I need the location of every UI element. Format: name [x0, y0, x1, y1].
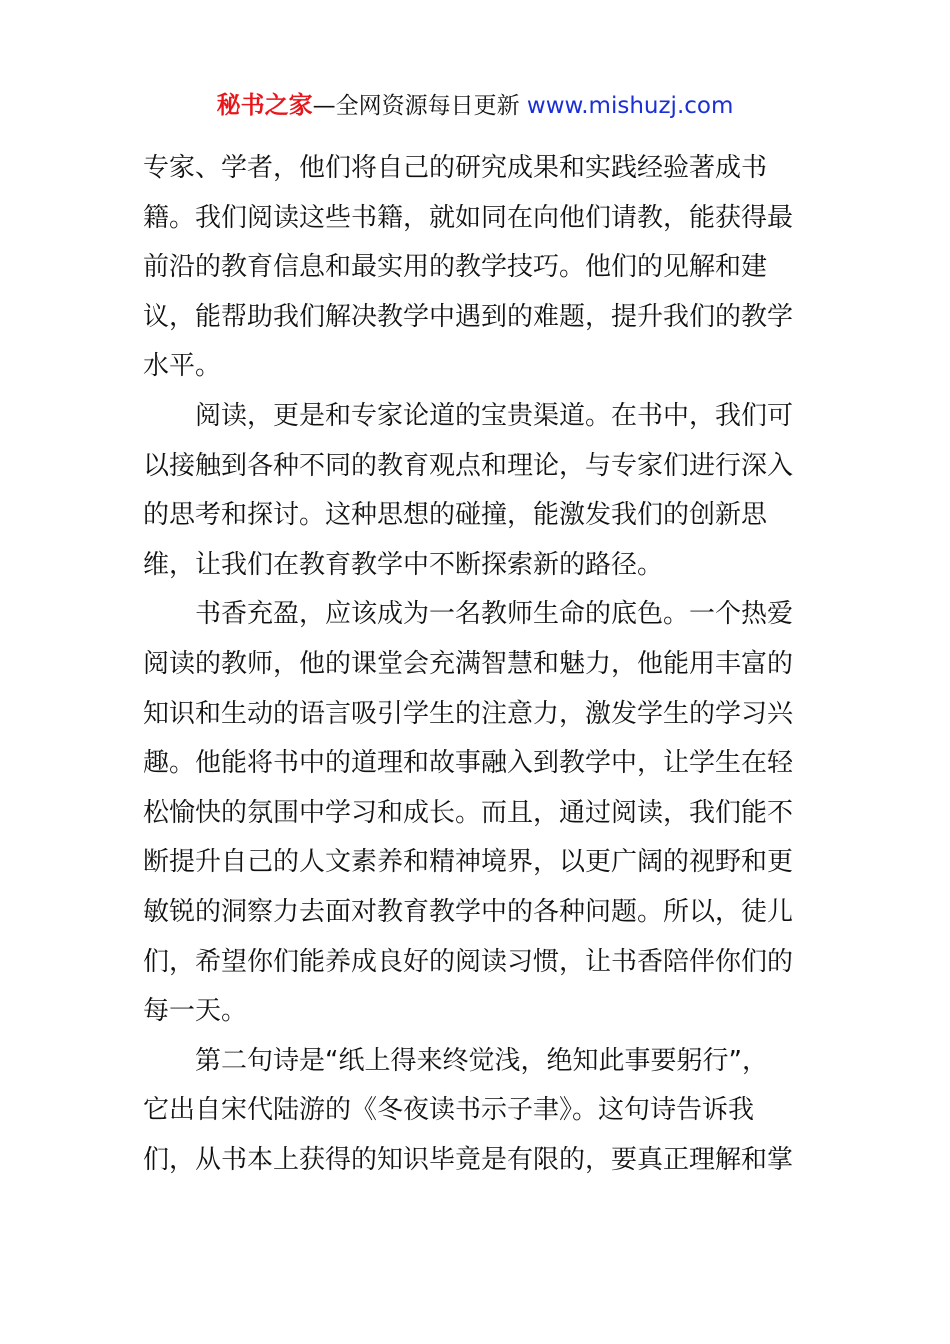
text-line: 它出自宋代陆游的《冬夜读书示子聿》。这句诗告诉我 [143, 1095, 755, 1126]
text-line: 前沿的教育信息和最实用的教学技巧。他们的见解和建 [143, 252, 768, 283]
text-line: 知识和生动的语言吸引学生的注意力，激发学生的学习兴 [143, 698, 794, 729]
paragraph-first-line: 阅读，更是和专家论道的宝贵渠道。在书中，我们可 [195, 400, 794, 431]
paragraph-first-line: 第二句诗是“纸上得来终觉浅，绝知此事要躬行”， [195, 1045, 768, 1076]
text-line: 水平。 [143, 351, 222, 382]
document-body [143, 144, 808, 1185]
text-line: 议，能帮助我们解决教学中遇到的难题，提升我们的教学 [143, 301, 794, 332]
text-line: 的思考和探讨。这种思想的碰撞，能激发我们的创新思 [143, 500, 768, 531]
text-line: 们，希望你们能养成良好的阅读习惯，让书香陪伴你们的 [143, 946, 794, 977]
text-line: 维，让我们在教育教学中不断探索新的路径。 [143, 549, 664, 580]
text-line: 松愉快的氛围中学习和成长。而且，通过阅读，我们能不 [143, 797, 794, 828]
text-line: 专家、学者，他们将自己的研究成果和实践经验著成书 [143, 153, 768, 183]
page-header [0, 88, 950, 123]
site-url-link[interactable]: www.mishuzj.com [526, 93, 734, 119]
text-line: 断提升自己的人文素养和精神境界，以更广阔的视野和更 [143, 847, 794, 878]
text-line: 籍。我们阅读这些书籍，就如同在向他们请教，能获得最 [143, 202, 794, 233]
paragraph-first-line: 书香充盈，应该成为一名教师生命的底色。一个热爱 [195, 599, 794, 630]
text-line: 们，从书本上获得的知识毕竟是有限的，要真正理解和掌 [143, 1144, 794, 1175]
header-tagline: —全网资源每日更新 [312, 93, 527, 119]
text-line: 每一天。 [143, 996, 248, 1027]
text-line: 以接触到各种不同的教育观点和理论，与专家们进行深入 [143, 450, 794, 481]
text-line: 趣。他能将书中的道理和故事融入到教学中，让学生在轻 [143, 748, 794, 779]
brand-name: 秘书之家 [216, 91, 313, 119]
text-line: 阅读的教师，他的课堂会充满智慧和魅力，他能用丰富的 [143, 648, 794, 679]
text-line: 敏锐的洞察力去面对教育教学中的各种问题。所以，徒儿 [143, 896, 794, 927]
